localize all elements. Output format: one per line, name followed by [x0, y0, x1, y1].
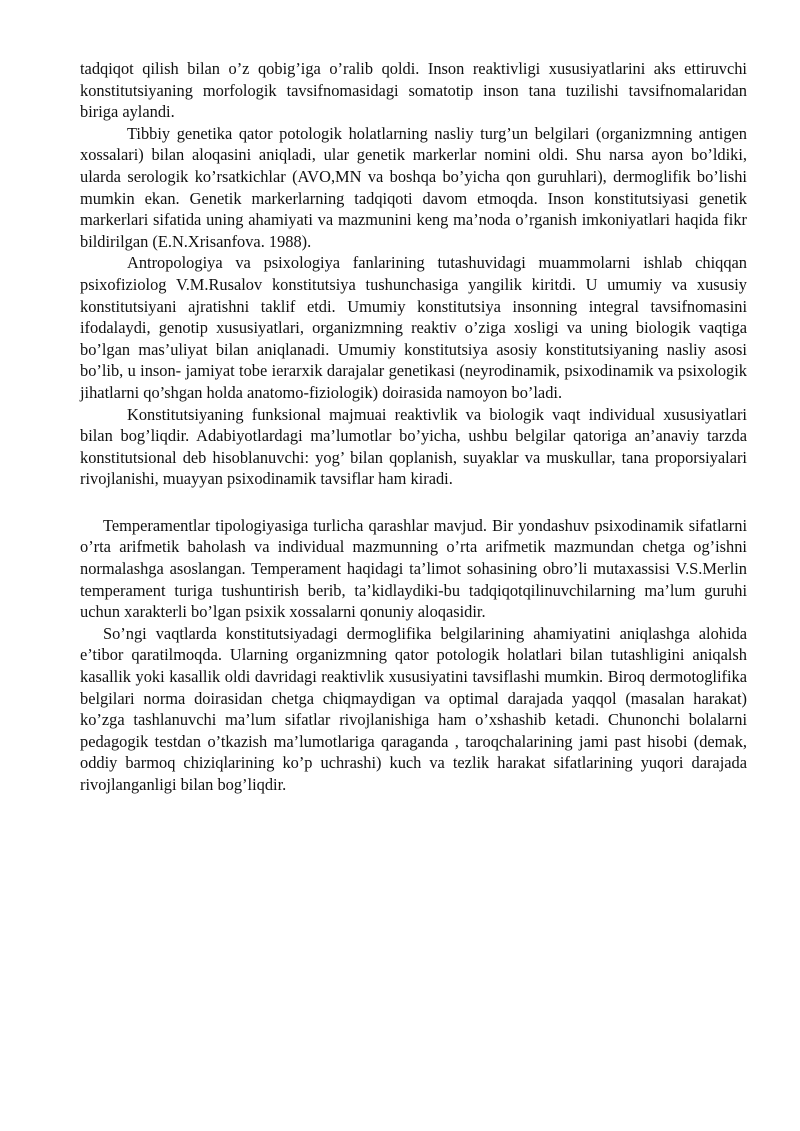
paragraph-gap: [80, 490, 747, 515]
paragraph-medical-genetics: Tibbiy genetika qator potologik holatlarning nasliy turg’un belgilari (organizmning antigen xossalari) bilan aloqasini aniqladi, ular genetik markerlar nomini oldi. Shu narsa ayon bo’ldiki, ularda serologik ko’rsatkichlar (AVO,MN va boshqa bo’yicha qon guruhlari), dermoglifik bo’lishi mumkin ekan. Genetik markerlarning tadqiqoti davom etmoqda. Inson konstitutsiyasi genetik markerlari sifatida uning ahamiyati va mazmunini keng ma’noda o’rganish imkoniyatlari haqida fikr bildirilgan (E.N.Xrisanfova. 1988).: [80, 123, 747, 251]
paragraph-continuation: tadqiqot qilish bilan o’z qobig’iga o’ralib qoldi. Inson reaktivligi xususiyatlarini aks ettiruvchi konstitutsiyaning morfologik tavsifnomasidagi somatotip inson tana tuzilishi tavsifnomalaridan biriga aylandi.: [80, 59, 747, 122]
paragraph-anthropology: Antropologiya va psixologiya fanlarining tutashuvidagi muammolarni ishlab chiqqan psixofiziolog V.M.Rusalov konstitutsiya tushunchasiga yangilik kiritdi. U umumiy va xususiy konstitutsiyani ajratishni taklif etdi. Umumiy konstitutsiya insonning integral tavsifnomasini ifodalaydi, genotip xususiyatlari, organizmning reaktiv o’ziga xosligi va uning biologik vaqtiga bo’lgan mas’uliyat bilan aniqlanadi. Umumiy konstitutsiya asosiy konstitutsiyaning nasliy asosi bo’lib, u inson- jamiyat tobe ierarxik darajalar genetikasi (neyrodinamik, psixodinamik va psixologik jihatlarni qo’shgan holda anatomo-fiziologik) doirasida namoyon bo’ladi.: [80, 253, 747, 402]
paragraph-dermatoglyphics: So’ngi vaqtlarda konstitutsiyadagi dermoglifika belgilarining ahamiyatini aniqlashga alohida e’tibor qaratilmoqda. Ularning organizmning qator potologik holatlari bilan tutashligini aniqalsh kasallik yoki kasallik oldi davridagi reaktivlik xususiyatini tavsiflashi mumkin. Biroq dermotoglifika belgilari norma doirasidan chetga chiqmaydigan va optimal darajada yaqqol (masalan harakat) ko’zga tashlanuvchi ma’lum sifatlar rivojlanishiga ham o’xshashib ketadi. Chunonchi bolalarni pedagogik testdan o’tkazish ma’lumotlariga qaraganda , taroqchalarining jami past hisobi (demak, oddiy barmoq chiziqlarining ko’p uchrashi) kuch va tezlik harakat sifatlarining yuqori darajada rivojlanganligi bilan bog’liqdir.: [80, 623, 747, 794]
paragraph-functional-complex: Konstitutsiyaning funksional majmuai reaktivlik va biologik vaqt individual xususiyatlari bilan bog’liqdir. Adabiyotlardagi ma’lumotlar bo’yicha, ushbu belgilar qatoriga an’anaviy tarzda konstitutsional deb hisoblanuvchi: yog’ bilan qoplanish, suyaklar va muskullar, tana proporsiyalari rivojlanishi, muayyan psixodinamik tavsiflar ham kiradi.: [80, 404, 747, 489]
document-page: [80, 58, 747, 796]
paragraph-temperament: Temperamentlar tipologiyasiga turlicha qarashlar mavjud. Bir yondashuv psixodinamik sifatlarni o’rta arifmetik baholash va individual mazmunning o’rta arifmetik mazmundan chetga og’ishni normalashga asoslangan. Temperament haqidagi ta’limot sohasining obro’li mutaxassisi V.S.Merlin temperament turiga tushuntirish berib, ta’kidlaydiki-bu tadqiqotqilinuvchilarning ma’lum guruhi uchun xarakterli bo’lgan psixik xossalarni qonuniy aloqasidir.: [80, 515, 747, 622]
